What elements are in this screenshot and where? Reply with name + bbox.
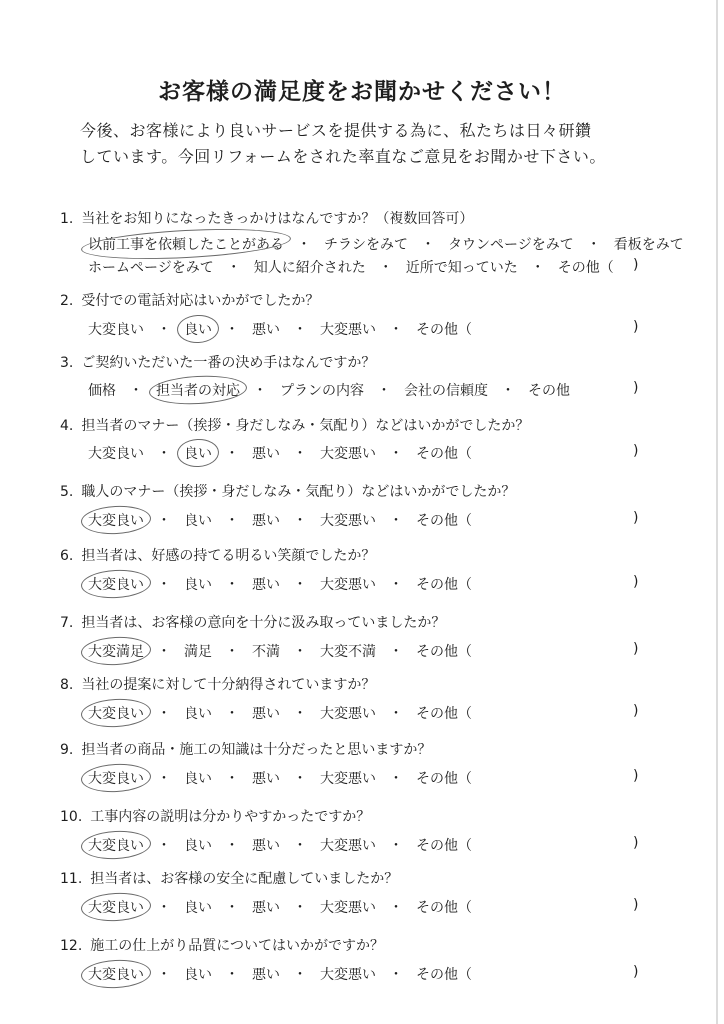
answer-option[interactable]: 良い bbox=[184, 900, 212, 916]
option-separator: ・ bbox=[293, 644, 307, 660]
option-separator: ・ bbox=[389, 771, 403, 787]
question-text bbox=[60, 806, 370, 826]
answer-option[interactable]: 大変悪い bbox=[320, 900, 376, 916]
option-separator: ・ bbox=[157, 644, 171, 660]
question-3 bbox=[0, 352, 724, 422]
answer-options bbox=[88, 257, 614, 277]
question-7 bbox=[0, 612, 724, 682]
question-number: 7. bbox=[60, 615, 74, 631]
question-text bbox=[60, 739, 431, 759]
option-separator: ・ bbox=[586, 237, 601, 253]
question-11 bbox=[0, 868, 724, 938]
option-separator: ・ bbox=[225, 706, 239, 722]
answer-option[interactable]: 悪い bbox=[252, 771, 280, 787]
close-paren: ) bbox=[633, 510, 639, 526]
answer-option[interactable]: その他（ bbox=[416, 577, 472, 593]
answer-option-selected[interactable]: 良い bbox=[184, 319, 212, 339]
answer-option[interactable]: その他（ bbox=[416, 771, 472, 787]
answer-option-selected[interactable]: 大変良い bbox=[88, 897, 144, 917]
answer-option[interactable]: その他（ bbox=[416, 446, 472, 462]
question-number: 3. bbox=[60, 355, 74, 371]
option-separator: ・ bbox=[389, 644, 403, 660]
answer-option[interactable]: 大変悪い bbox=[320, 577, 376, 593]
option-separator: ・ bbox=[421, 237, 435, 253]
answer-option[interactable]: 良い bbox=[184, 513, 212, 529]
question-number: 9. bbox=[60, 742, 74, 758]
answer-option-selected[interactable]: 大変満足 bbox=[88, 641, 144, 661]
question-number: 11. bbox=[60, 871, 83, 887]
answer-option[interactable]: 会社の信頼度 bbox=[404, 383, 488, 399]
question-label: 受付での電話対応はいかがでしたか？ bbox=[81, 293, 320, 309]
close-paren: ) bbox=[633, 641, 639, 657]
answer-option[interactable]: 大変悪い bbox=[320, 771, 376, 787]
answer-options bbox=[88, 380, 570, 400]
answer-option[interactable]: その他（ bbox=[416, 644, 472, 660]
option-separator: ・ bbox=[293, 513, 307, 529]
question-number: 2. bbox=[60, 293, 74, 309]
answer-option-selected[interactable]: 大変良い bbox=[88, 768, 144, 788]
question-text bbox=[60, 545, 375, 565]
answer-option[interactable]: その他（ bbox=[416, 513, 472, 529]
option-separator: ・ bbox=[293, 322, 307, 338]
answer-options bbox=[88, 443, 472, 463]
question-number: 6. bbox=[60, 548, 74, 564]
answer-option-selected[interactable]: 良い bbox=[184, 443, 212, 463]
answer-options bbox=[88, 234, 684, 254]
answer-option[interactable]: 良い bbox=[184, 838, 212, 854]
answer-option[interactable]: その他 bbox=[528, 383, 570, 399]
answer-option[interactable]: ホームページをみて bbox=[88, 260, 214, 276]
question-text bbox=[60, 208, 473, 228]
option-separator: ・ bbox=[129, 383, 143, 399]
question-label: 工事内容の説明は分かりやすかったですか？ bbox=[90, 809, 371, 825]
answer-option-selected[interactable]: 大変良い bbox=[88, 835, 144, 855]
close-paren: ) bbox=[633, 574, 639, 590]
question-number: 4. bbox=[60, 418, 74, 434]
answer-option[interactable]: 知人に紹介された bbox=[253, 260, 366, 276]
option-separator: ・ bbox=[293, 838, 307, 854]
option-separator: ・ bbox=[225, 446, 239, 462]
answer-option[interactable]: その他（ bbox=[416, 838, 472, 854]
answer-option[interactable]: 満足 bbox=[184, 644, 212, 660]
option-separator: ・ bbox=[389, 322, 403, 338]
question-label: 施工の仕上がり品質についてはいかがですか？ bbox=[90, 938, 384, 954]
answer-options bbox=[88, 897, 472, 917]
answer-option[interactable]: 悪い bbox=[252, 446, 280, 462]
question-label: 担当者は、お客様の安全に配慮していましたか？ bbox=[90, 871, 399, 887]
page-title: お客様の満足度をお聞かせください！ bbox=[158, 79, 566, 105]
option-separator: ・ bbox=[157, 900, 171, 916]
question-number: 12. bbox=[60, 938, 83, 954]
answer-option[interactable]: その他（ bbox=[416, 900, 472, 916]
close-paren: ) bbox=[633, 257, 639, 273]
question-text bbox=[60, 290, 319, 310]
answer-options bbox=[88, 319, 472, 339]
option-separator: ・ bbox=[389, 513, 403, 529]
option-separator: ・ bbox=[226, 260, 241, 276]
answer-option[interactable]: プランの内容 bbox=[280, 383, 364, 399]
option-separator: ・ bbox=[157, 322, 171, 338]
answer-option[interactable]: 悪い bbox=[252, 838, 280, 854]
question-4 bbox=[0, 415, 724, 485]
question-label: 担当者の商品・施工の知識は十分だったと思いますか？ bbox=[81, 742, 432, 758]
answer-option[interactable]: タウンページをみて bbox=[448, 237, 574, 253]
answer-option[interactable]: 価格 bbox=[88, 383, 116, 399]
option-separator: ・ bbox=[389, 967, 403, 983]
question-label: 当社の提案に対して十分納得されていますか？ bbox=[81, 677, 376, 693]
close-paren: ) bbox=[633, 897, 639, 913]
answer-options bbox=[88, 703, 472, 723]
option-separator: ・ bbox=[157, 967, 171, 983]
question-1 bbox=[0, 208, 724, 278]
answer-option[interactable]: 悪い bbox=[252, 706, 280, 722]
option-separator: ・ bbox=[530, 260, 545, 276]
answer-option[interactable]: 悪い bbox=[252, 577, 280, 593]
answer-option[interactable]: 良い bbox=[184, 706, 212, 722]
option-separator: ・ bbox=[293, 771, 307, 787]
answer-option[interactable]: 近所で知っていた bbox=[405, 260, 518, 276]
option-separator: ・ bbox=[225, 771, 239, 787]
answer-option[interactable]: 大変悪い bbox=[320, 838, 376, 854]
option-separator: ・ bbox=[501, 383, 515, 399]
question-5 bbox=[0, 481, 724, 551]
answer-option[interactable]: 大変悪い bbox=[320, 967, 376, 983]
option-separator: ・ bbox=[377, 383, 391, 399]
answer-option[interactable]: チラシをみて bbox=[324, 237, 408, 253]
option-separator: ・ bbox=[157, 771, 171, 787]
answer-options bbox=[88, 768, 472, 788]
answer-options bbox=[88, 574, 472, 594]
question-10 bbox=[0, 806, 724, 876]
question-label: 担当者のマナー（挨拶・身だしなみ・気配り）などはいかがでしたか？ bbox=[81, 418, 530, 434]
intro-line: 今後、お客様により良いサービスを提供する為に、私たちは日々研鑽 bbox=[80, 121, 592, 140]
answer-option[interactable]: その他（ bbox=[416, 967, 472, 983]
question-text bbox=[60, 612, 445, 632]
question-number: 5. bbox=[60, 484, 74, 500]
answer-option[interactable]: 悪い bbox=[252, 513, 280, 529]
answer-option[interactable]: 悪い bbox=[252, 900, 280, 916]
answer-option[interactable]: 不満 bbox=[252, 644, 280, 660]
option-separator: ・ bbox=[389, 706, 403, 722]
option-separator: ・ bbox=[389, 900, 403, 916]
answer-option-selected[interactable]: 大変良い bbox=[88, 964, 144, 984]
intro-line: しています。今回リフォームをされた率直なご意見をお聞かせ下さい。 bbox=[80, 147, 606, 166]
option-separator: ・ bbox=[293, 446, 307, 462]
option-separator: ・ bbox=[293, 900, 307, 916]
close-paren: ) bbox=[633, 319, 639, 335]
answer-option[interactable]: 悪い bbox=[252, 322, 280, 338]
question-text bbox=[60, 868, 398, 888]
question-text bbox=[60, 481, 515, 501]
close-paren: ) bbox=[633, 703, 639, 719]
close-paren: ) bbox=[633, 964, 639, 980]
question-6 bbox=[0, 545, 724, 615]
option-separator: ・ bbox=[157, 446, 171, 462]
option-separator: ・ bbox=[225, 322, 239, 338]
question-label: 担当者は、好感の持てる明るい笑顔でしたか？ bbox=[81, 548, 376, 564]
option-separator: ・ bbox=[389, 446, 403, 462]
question-number: 1. bbox=[60, 211, 74, 227]
question-text bbox=[60, 935, 384, 955]
option-separator: ・ bbox=[225, 838, 239, 854]
question-text bbox=[60, 352, 375, 372]
answer-options bbox=[88, 641, 472, 661]
option-separator: ・ bbox=[225, 967, 239, 983]
answer-option[interactable]: 良い bbox=[184, 771, 212, 787]
answer-option[interactable]: その他（ bbox=[416, 322, 472, 338]
option-separator: ・ bbox=[293, 967, 307, 983]
answer-option[interactable]: その他（ bbox=[416, 706, 472, 722]
option-separator: ・ bbox=[225, 513, 239, 529]
question-label: 職人のマナー（挨拶・身だしなみ・気配り）などはいかがでしたか？ bbox=[81, 484, 516, 500]
question-2 bbox=[0, 290, 724, 360]
answer-option-selected[interactable]: 担当者の対応 bbox=[156, 380, 240, 400]
option-separator: ・ bbox=[389, 838, 403, 854]
answer-options bbox=[88, 510, 472, 530]
answer-option-selected[interactable]: 以前工事を依頼したことがある bbox=[88, 234, 284, 254]
option-separator: ・ bbox=[157, 706, 171, 722]
option-separator: ・ bbox=[378, 260, 393, 276]
question-label: 担当者は、お客様の意向を十分に汲み取っていましたか？ bbox=[81, 615, 446, 631]
option-separator: ・ bbox=[389, 577, 403, 593]
answer-option[interactable]: 大変不満 bbox=[320, 644, 376, 660]
close-paren: ) bbox=[633, 443, 639, 459]
question-9 bbox=[0, 739, 724, 809]
option-separator: ・ bbox=[157, 513, 171, 529]
close-paren: ) bbox=[633, 835, 639, 851]
question-text bbox=[60, 415, 529, 435]
answer-option[interactable]: 良い bbox=[184, 577, 212, 593]
option-separator: ・ bbox=[297, 237, 311, 253]
question-8 bbox=[0, 674, 724, 744]
answer-option-selected[interactable]: 大変良い bbox=[88, 510, 144, 530]
question-number: 8. bbox=[60, 677, 74, 693]
option-separator: ・ bbox=[225, 644, 239, 660]
answer-option[interactable]: 大変良い bbox=[88, 446, 144, 462]
answer-option[interactable]: その他（ bbox=[557, 260, 614, 276]
answer-option[interactable]: 大変悪い bbox=[320, 446, 376, 462]
option-separator: ・ bbox=[225, 900, 239, 916]
question-text bbox=[60, 674, 375, 694]
question-12 bbox=[0, 935, 724, 1005]
answer-option-selected[interactable]: 大変良い bbox=[88, 574, 144, 594]
close-paren: ) bbox=[633, 768, 639, 784]
answer-option-selected[interactable]: 大変良い bbox=[88, 703, 144, 723]
answer-options bbox=[88, 835, 472, 855]
close-paren: ) bbox=[633, 380, 639, 396]
answer-option[interactable]: 大変悪い bbox=[320, 322, 376, 338]
answer-options bbox=[88, 964, 472, 984]
option-separator: ・ bbox=[157, 577, 171, 593]
answer-option[interactable]: 看板をみて bbox=[613, 237, 684, 253]
answer-option[interactable]: 悪い bbox=[252, 967, 280, 983]
answer-option[interactable]: 大変悪い bbox=[320, 706, 376, 722]
option-separator: ・ bbox=[253, 383, 267, 399]
option-separator: ・ bbox=[293, 706, 307, 722]
answer-option[interactable]: 良い bbox=[184, 967, 212, 983]
option-separator: ・ bbox=[157, 838, 171, 854]
question-number: 10. bbox=[60, 809, 83, 825]
option-separator: ・ bbox=[225, 577, 239, 593]
question-label: ご契約いただいた一番の決め手はなんですか？ bbox=[81, 355, 376, 371]
question-label: 当社をお知りになったきっかけはなんですか？（複数回答可） bbox=[81, 211, 474, 227]
answer-option[interactable]: 大変良い bbox=[88, 322, 144, 338]
answer-option[interactable]: 大変悪い bbox=[320, 513, 376, 529]
option-separator: ・ bbox=[293, 577, 307, 593]
